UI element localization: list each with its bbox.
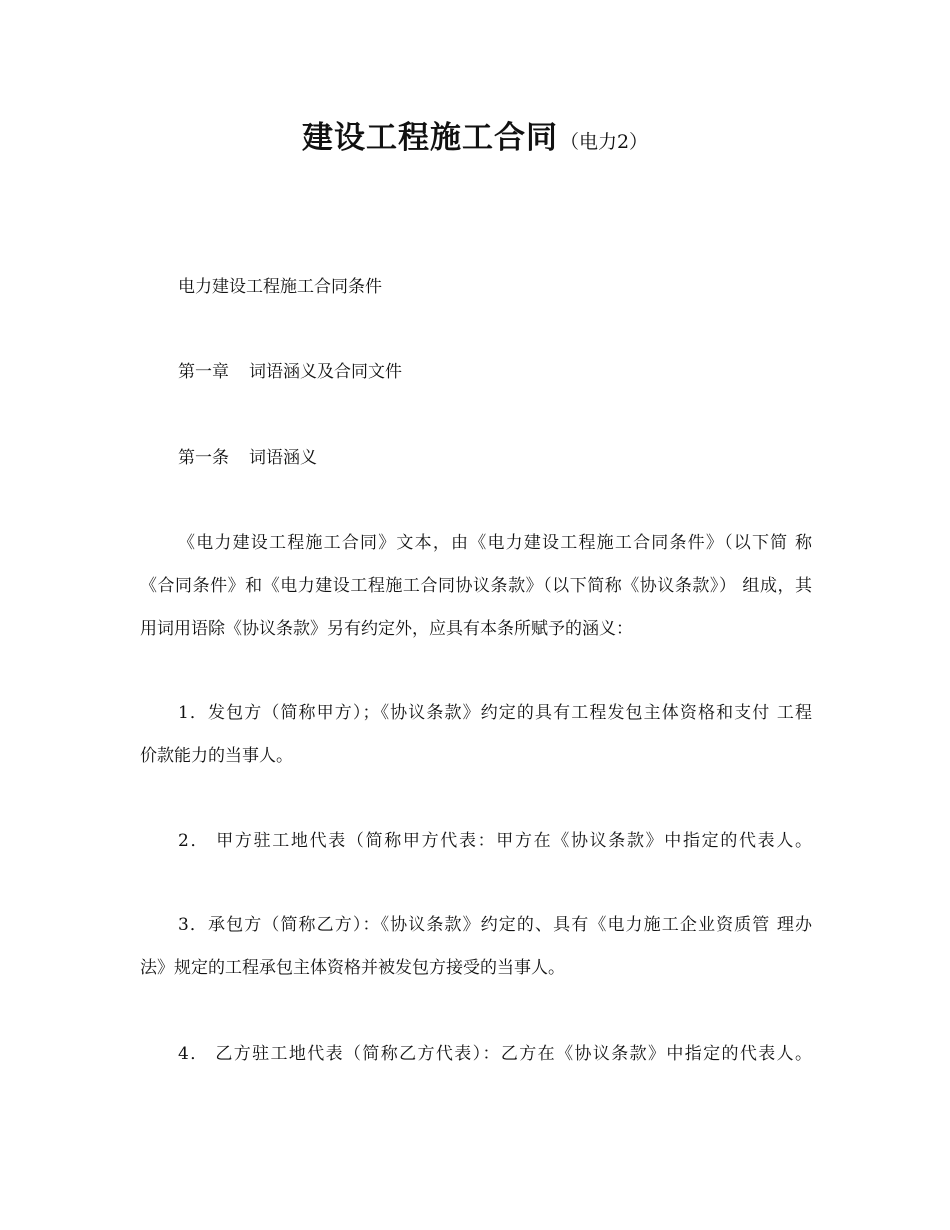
chapter-heading <box>178 361 812 383</box>
intro-paragraph-line-1: 《电力建设工程施工合同》文本，由《电力建设工程施工合同条件》（以下简 称 <box>178 533 812 553</box>
article-number: 第一条 <box>178 448 229 468</box>
document-title <box>0 112 950 157</box>
item-3-line-2: 法》规定的工程承包主体资格并被发包方接受的当事人。 <box>140 958 565 978</box>
chapter-name: 词语涵义及合同文件 <box>249 362 402 382</box>
article-heading <box>178 447 812 469</box>
title-subtitle: （电力2） <box>559 131 649 153</box>
intro-paragraph-line-3: 用词用语除《协议条款》另有约定外，应具有本条所赋予的涵义： <box>140 619 633 639</box>
item-1-line-2: 价款能力的当事人。 <box>140 746 293 766</box>
item-3-line-1: 3．承包方（简称乙方）：《协议条款》约定的、具有《电力施工企业资质管 理办 <box>178 915 812 935</box>
intro-paragraph-line-2: 《合同条件》和《电力建设工程施工合同协议条款》（以下简称《协议条款》） 组成，其 <box>140 576 812 596</box>
item-4-line-1: 4． 乙方驻工地代表（简称乙方代表）：乙方在《协议条款》中指定的代表人。 <box>178 1044 812 1064</box>
item-2-line-1: 2． 甲方驻工地代表（简称甲方代表：甲方在《协议条款》中指定的代表人。 <box>178 831 812 851</box>
title-main: 建设工程施工合同 <box>301 120 558 156</box>
item-1-line-1: 1．发包方（简称甲方）；《协议条款》约定的具有工程发包主体资格和支付 工程 <box>178 703 812 723</box>
article-name: 词语涵义 <box>249 448 317 468</box>
chapter-number: 第一章 <box>178 362 229 382</box>
section-heading: 电力建设工程施工合同条件 <box>178 277 382 297</box>
